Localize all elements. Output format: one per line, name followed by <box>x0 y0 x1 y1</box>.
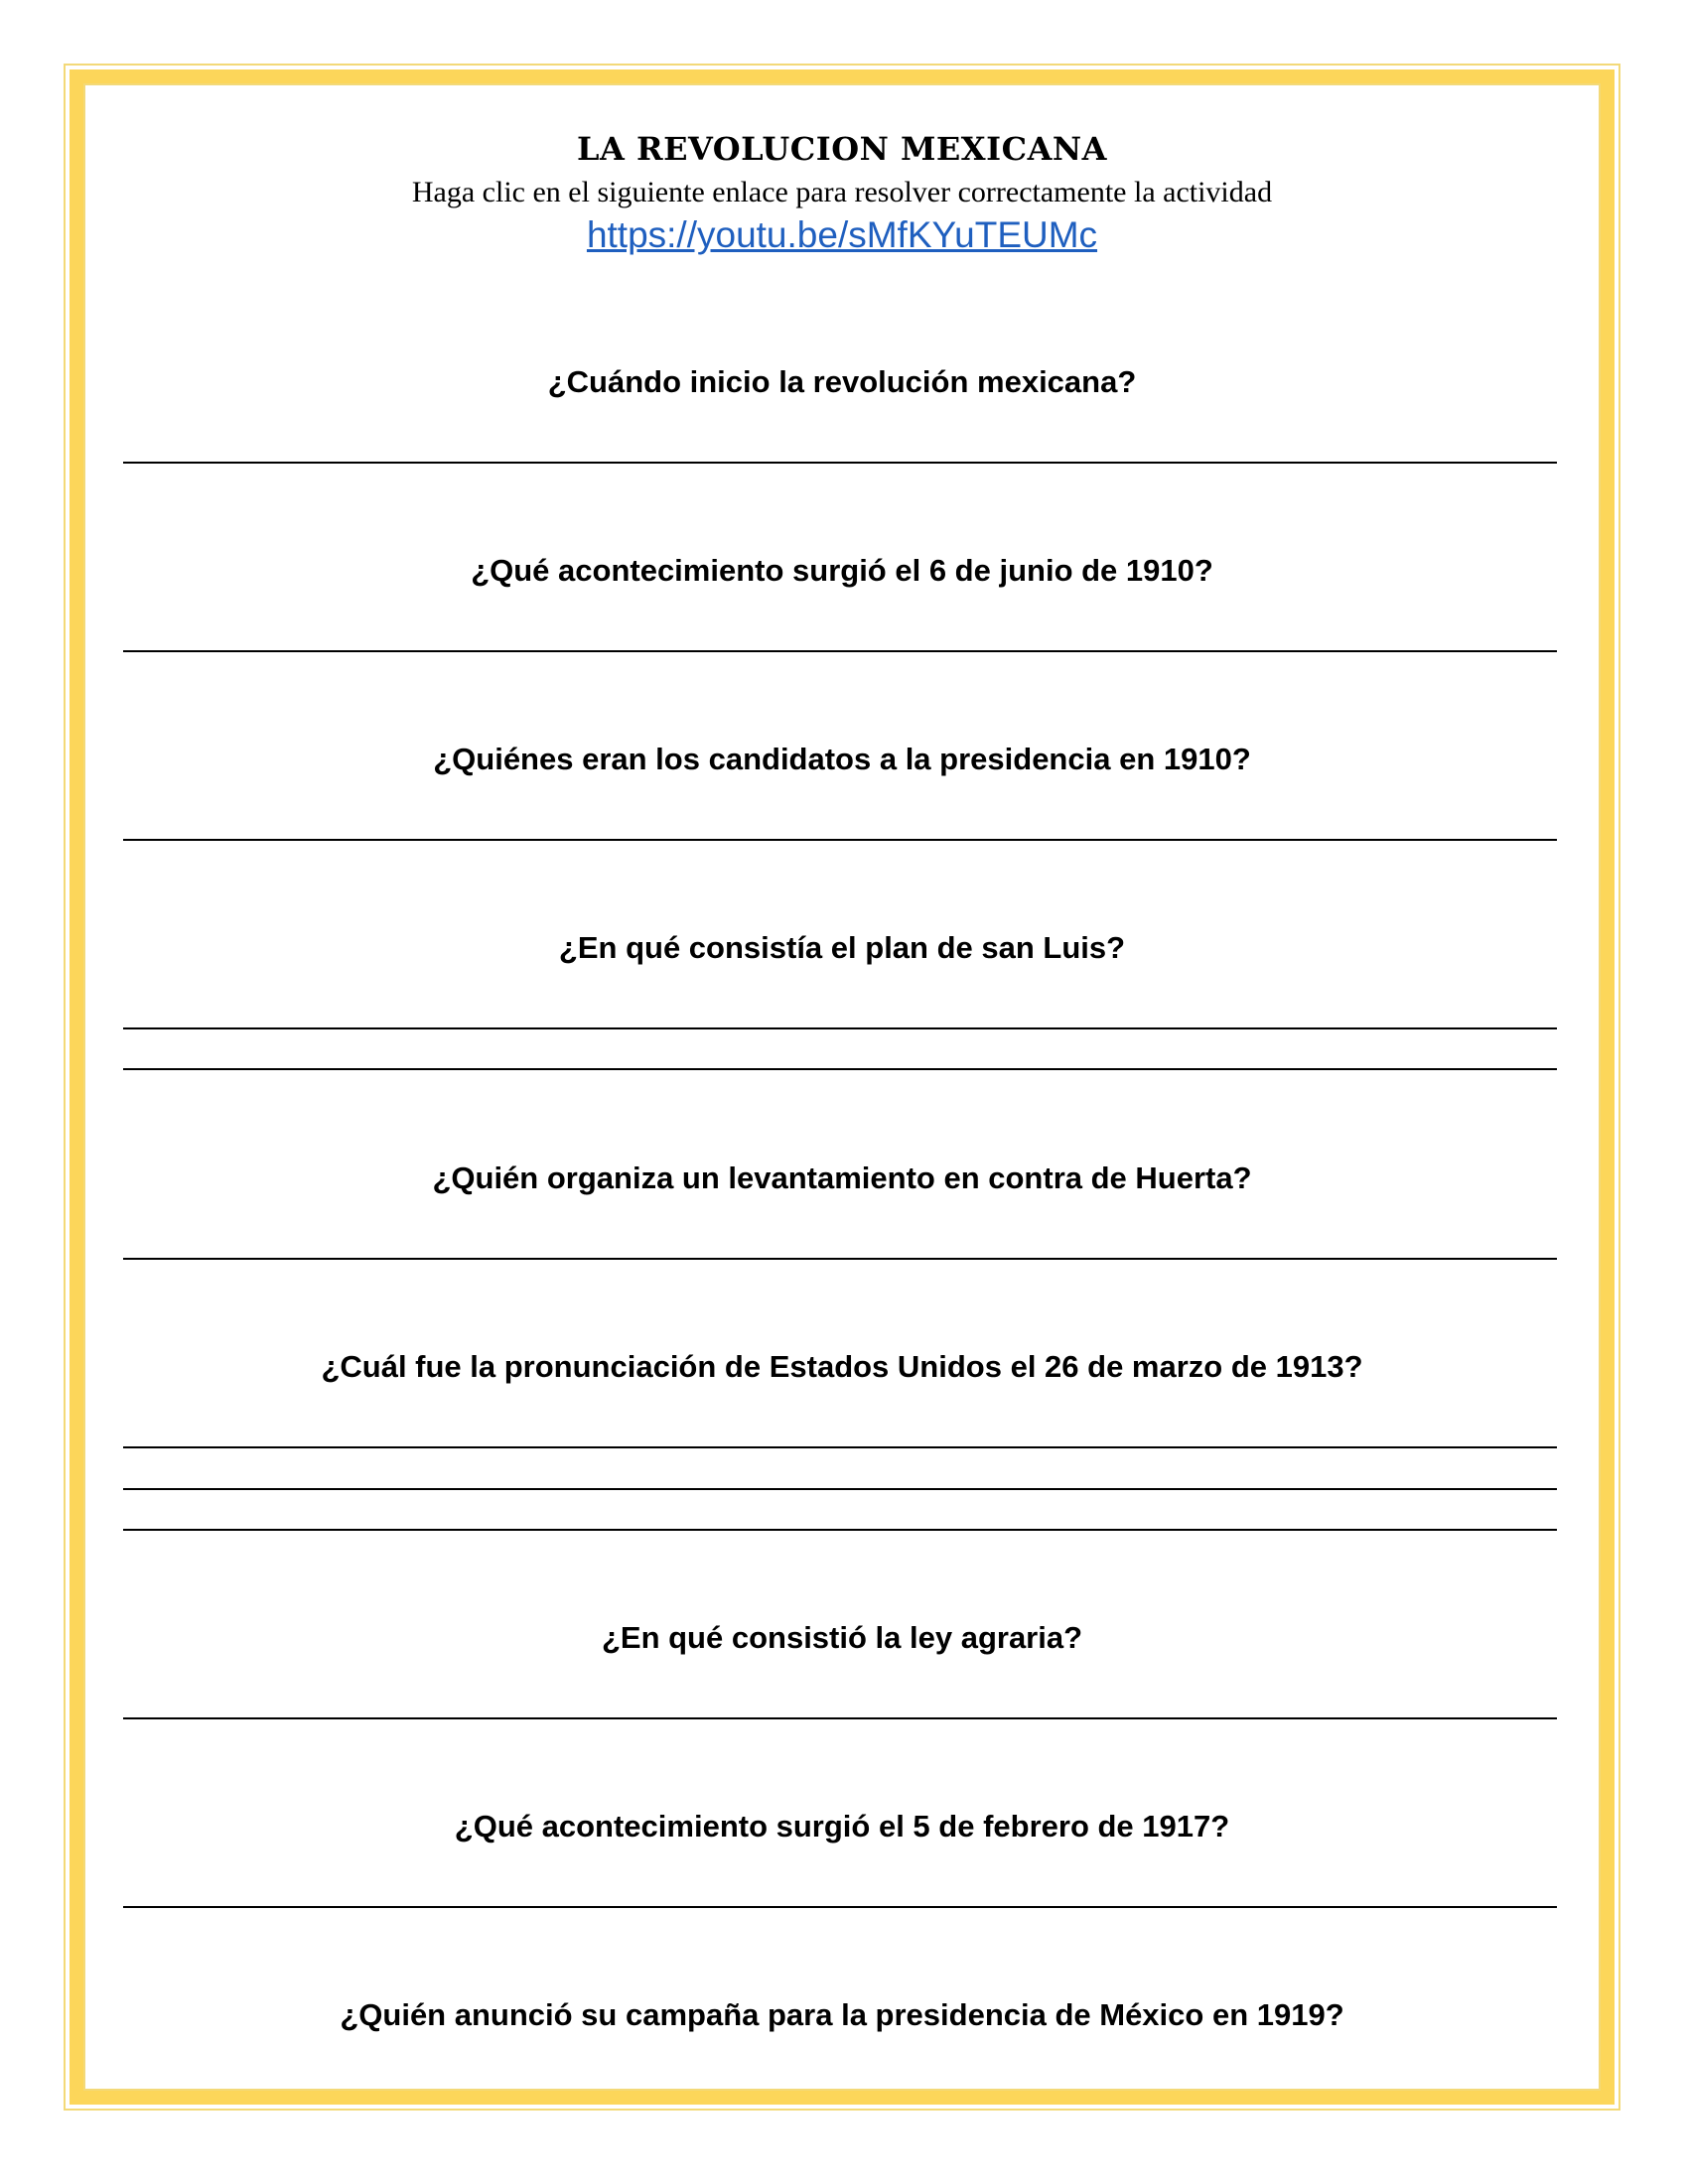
worksheet-header <box>83 129 1601 258</box>
answer-line[interactable] <box>123 1027 1557 1029</box>
worksheet-title: LA REVOLUCION MEXICANA <box>577 130 1107 168</box>
question-4: ¿En qué consistía el plan de san Luis? <box>558 930 1126 965</box>
question-2: ¿Qué acontecimiento surgió el 6 de junio de 1910? <box>471 553 1213 588</box>
answer-line[interactable] <box>123 1906 1557 1908</box>
question-5: ¿Quién organiza un levantamiento en contra de Huerta? <box>432 1160 1252 1195</box>
question-8: ¿Qué acontecimiento surgió el 5 de febrero de 1917? <box>454 1809 1230 1843</box>
worksheet-instructions: Haga clic en el siguiente enlace para resolver correctamente la actividad <box>411 176 1273 208</box>
answer-line[interactable] <box>123 462 1557 464</box>
answer-line[interactable] <box>123 1529 1557 1531</box>
answer-line[interactable] <box>123 839 1557 841</box>
answer-line[interactable] <box>123 650 1557 652</box>
answer-line[interactable] <box>123 1068 1557 1070</box>
question-1: ¿Cuándo inicio la revolución mexicana? <box>547 364 1137 399</box>
answer-line[interactable] <box>123 1717 1557 1719</box>
answer-line[interactable] <box>123 1446 1557 1448</box>
answer-line[interactable] <box>123 1258 1557 1260</box>
answer-line[interactable] <box>123 1488 1557 1490</box>
question-7: ¿En qué consistió la ley agraria? <box>601 1620 1083 1655</box>
question-9: ¿Quién anunció su campaña para la presidencia de México en 1919? <box>340 1997 1344 2032</box>
question-3: ¿Quiénes eran los candidatos a la presidencia en 1910? <box>433 742 1251 776</box>
question-6: ¿Cuál fue la pronunciación de Estados Unidos el 26 de marzo de 1913? <box>321 1349 1363 1384</box>
video-link[interactable]: https://youtu.be/sMfKYuTEUMc <box>586 214 1098 255</box>
